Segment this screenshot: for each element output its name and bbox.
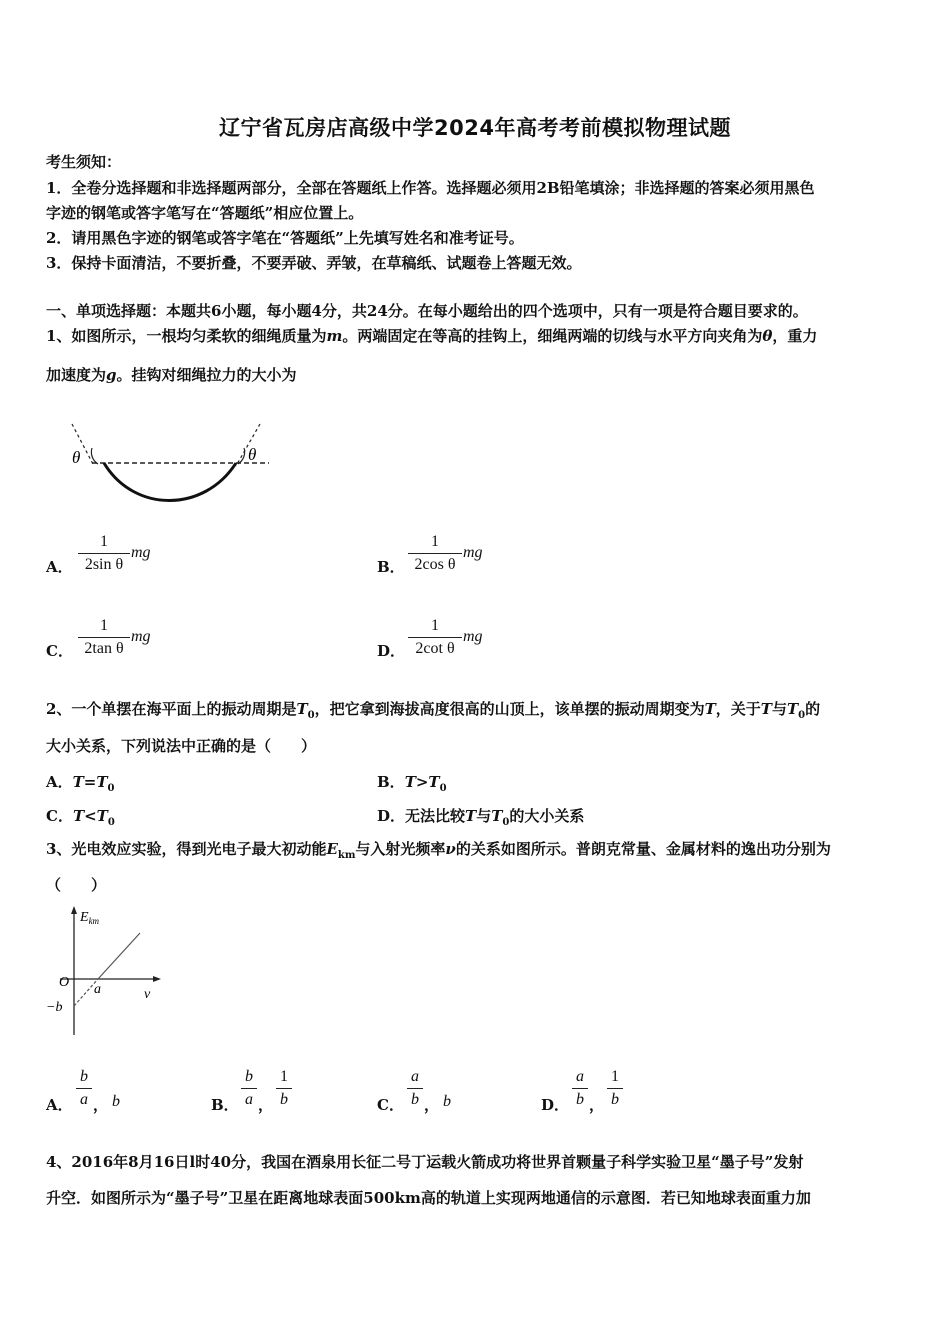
q4-stem-line2: 升空．如图所示为“墨子号”卫星在距离地球表面500km高的轨道上实现两地通信的示意图．若已知地球表面重力加 (46, 1189, 811, 1207)
notice-line3: 3．保持卡面清洁，不要折叠，不要弄破、弄皱，在草稿纸、试题卷上答题无效。 (46, 254, 582, 272)
q3-option-d-sep: ， (589, 1096, 605, 1114)
q1-option-c-label: C． (46, 642, 73, 660)
q1-option-d-label: D． (377, 642, 406, 660)
notice-line1a: 1．全卷分选择题和非选择题两部分，全部在答题纸上作答。选择题必须用2B铅笔填涂；非选择题的答案必须用黑色 (46, 179, 815, 197)
ekm-graph (40, 903, 170, 1043)
q2-stem-line1: 2、一个单摆在海平面上的振动周期是$T_0$，把它拿到海拔高度很高的山顶上，该单摆的振动周期变为T，关于T与$T_0$的 (46, 700, 821, 721)
notice-line2: 2．请用黑色字迹的钢笔或答字笔在“答题纸”上先填写姓名和准考证号。 (46, 229, 524, 247)
q3-stem-line2: （ ） (46, 876, 107, 894)
q1-option-c-fraction: 1 2tan θ (78, 616, 130, 659)
x-intercept-label: a (94, 982, 101, 997)
x-axis-arrow (153, 976, 161, 982)
ekm-line (98, 933, 140, 979)
y-axis-label: $E_{km}$ (80, 910, 100, 926)
q3-option-a-fraction: b a (76, 1067, 92, 1110)
q3-option-c-sep: ， (424, 1096, 440, 1114)
q1-option-d-fraction: 1 2cot θ (408, 616, 462, 659)
section-heading: 一、单项选择题：本题共6小题，每小题4分，共24分。在每小题给出的四个选项中，只有一项是符合题目要求的。 (46, 302, 808, 320)
q3-option-d-label: D． (541, 1096, 570, 1114)
notice-line1b: 字迹的钢笔或答字笔写在“答题纸”相应位置上。 (46, 204, 364, 222)
q2-option-a: A．$T=T_0$ (46, 773, 115, 794)
q3-option-c-fraction: a b (407, 1067, 423, 1110)
q3-option-c-tail: b (443, 1093, 451, 1110)
y-axis-arrow (71, 906, 77, 914)
x-axis-label: ν (144, 987, 151, 1002)
theta-label-left: θ (72, 448, 81, 467)
q1-option-a-suffix: mg (131, 544, 151, 561)
q3-option-a-sep: ， (93, 1096, 109, 1114)
q3-option-a-label: A． (46, 1096, 73, 1114)
page-title: 辽宁省瓦房店高级中学2024年高考考前模拟物理试题 (219, 116, 731, 140)
q1-option-b-suffix: mg (463, 544, 483, 561)
q3-option-b-sep: ， (258, 1096, 274, 1114)
q2-stem-line2: 大小关系，下列说法中正确的是（ ） (46, 737, 317, 755)
q1-option-a-label: A． (46, 558, 73, 576)
origin-label: O (59, 975, 70, 990)
notice-heading: 考生须知： (46, 153, 122, 171)
q2-option-c: C．$T<T_0$ (46, 807, 115, 828)
q1-option-c-suffix: mg (131, 628, 151, 645)
theta-label-right: θ (248, 445, 257, 464)
q2-option-b: B．$T>T_0$ (377, 773, 447, 794)
q1-stem-line1: 1、如图所示，一根均匀柔软的细绳质量为m。两端固定在等高的挂钩上，细绳两端的切线与水平方向夹角为θ，重力 (46, 327, 818, 345)
q3-option-b-fraction-1: b a (241, 1067, 257, 1110)
q1-option-b-fraction: 1 2cos θ (408, 532, 462, 575)
q1-stem-line2: 加速度为g。挂钩对细绳拉力的大小为 (46, 366, 297, 384)
q3-option-a-tail: b (112, 1093, 120, 1110)
q3-option-b-fraction-2: 1 b (276, 1067, 292, 1110)
q1-option-d-suffix: mg (463, 628, 483, 645)
rope-figure (64, 418, 274, 513)
q3-option-d-fraction-2: 1 b (607, 1067, 623, 1110)
q1-option-b-label: B． (377, 558, 405, 576)
q1-option-a-fraction: 1 2sin θ (78, 532, 130, 575)
q2-option-d: D．无法比较T与$T_0$的大小关系 (377, 807, 585, 828)
rope-curve (104, 463, 236, 501)
q3-stem-line1: 3、光电效应实验，得到光电子最大初动能$E_{km}$与入射光频率ν的关系如图所示。普朗克常量、金属材料的逸出功分别为 (46, 840, 831, 861)
left-angle-arc (91, 448, 98, 464)
q3-option-d-fraction-1: a b (572, 1067, 588, 1110)
y-intercept-label: −b (46, 1000, 63, 1015)
q3-option-b-label: B． (211, 1096, 239, 1114)
q4-stem-line1: 4、2016年8月16日l时40分，我国在酒泉用长征二号丁运载火箭成功将世界首颗量子科学实验卫星“墨子号”发射 (46, 1153, 804, 1171)
q3-option-c-label: C． (377, 1096, 404, 1114)
